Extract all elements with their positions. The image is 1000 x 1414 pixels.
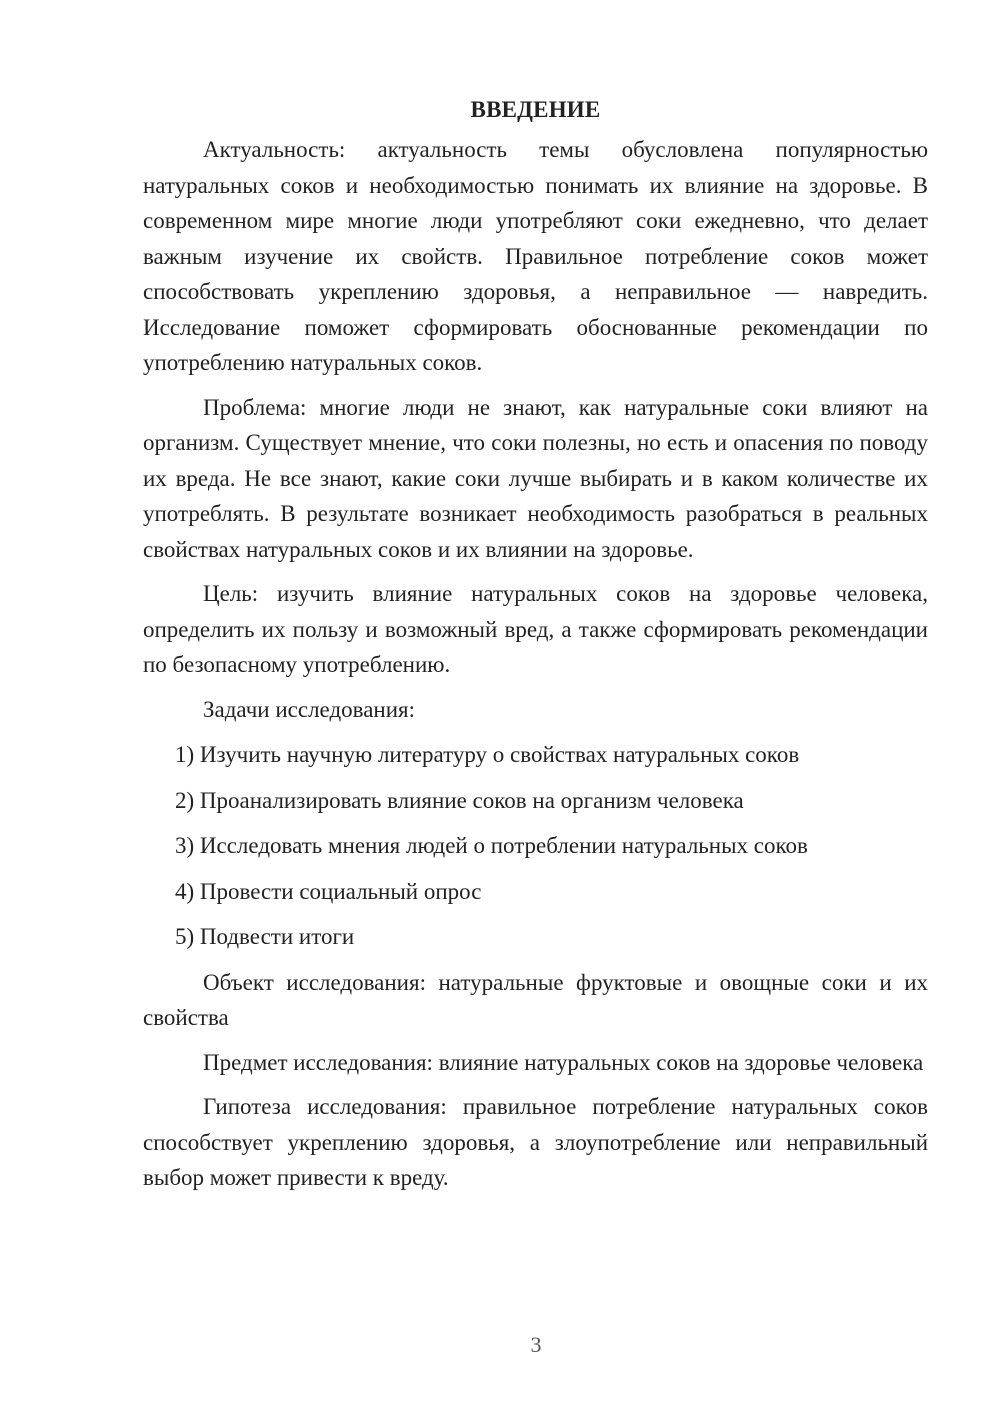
goal-paragraph: Цель: изучить влияние натуральных соков на здоровье человека, определить их пользу и возможный вред, а также сформировать рекомендации по безопасному употреблению. bbox=[143, 581, 928, 677]
list-item: 2) Проанализировать влияние соков на организм человека bbox=[175, 787, 744, 813]
document-page bbox=[143, 92, 928, 1205]
relevance-paragraph: Актуальность: актуальность темы обусловлена популярностью натуральных соков и необходимостью понимать их влияние на здоровье. В современном мире многие люди употребляют соки ежедневно, что делает важным изучение их свойств. Правильное потребление соков может способствовать укреплению здоровья, а неправильное — навредить. Исследование поможет сформировать обоснованные рекомендации по употреблению натуральных соков. bbox=[143, 137, 928, 375]
page-number: 3 bbox=[530, 1332, 542, 1357]
object-paragraph: Объект исследования: натуральные фруктовые и овощные соки и их свойства bbox=[143, 969, 928, 1030]
hypothesis-paragraph: Гипотеза исследования: правильное потребление натуральных соков способствует укреплению здоровья, а злоупотребление или неправильный выбор может привести к вреду. bbox=[143, 1094, 928, 1190]
list-item: 1) Изучить научную литературу о свойствах натуральных соков bbox=[175, 742, 800, 767]
tasks-title: Задачи исследования: bbox=[203, 696, 416, 722]
list-item: 4) Провести социальный опрос bbox=[175, 878, 482, 904]
list-item: 5) Подвести итоги bbox=[175, 924, 355, 949]
tasks-list bbox=[143, 737, 928, 955]
subject-paragraph: Предмет исследования: влияние натуральных соков на здоровье человека bbox=[203, 1049, 924, 1075]
list-item: 3) Исследовать мнения людей о потреблении натуральных соков bbox=[175, 833, 808, 858]
problem-paragraph: Проблема: многие люди не знают, как натуральные соки влияют на организм. Существует мнение, что соки полезны, но есть и опасения по поводу их вреда. Не все знают, какие соки лучше выбирать и в каком количестве их употреблять. В результате возникает необходимость разобраться в реальных свойствах натуральных соков и их влиянии на здоровье. bbox=[143, 394, 928, 562]
section-heading: ВВЕДЕНИЕ bbox=[470, 97, 601, 122]
